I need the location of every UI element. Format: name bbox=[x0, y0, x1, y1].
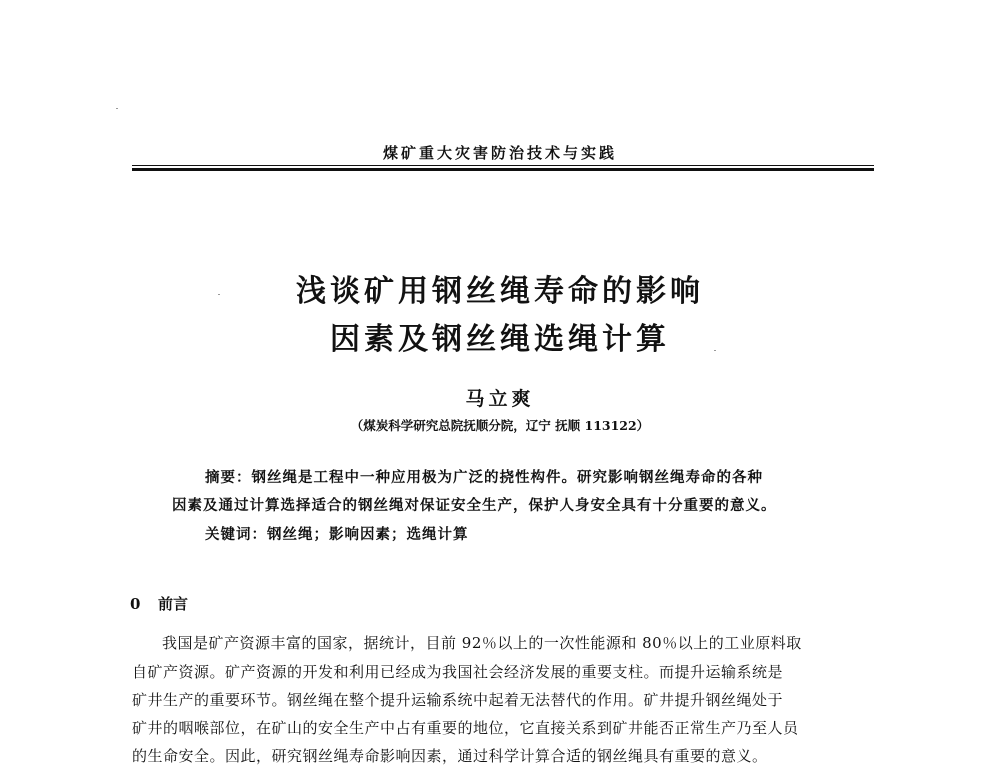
section-number: 0 bbox=[130, 595, 141, 613]
keywords-label: 关键词： bbox=[205, 526, 267, 543]
section-heading bbox=[130, 593, 188, 614]
keywords-text: 钢丝绳；影响因素；选绳计算 bbox=[267, 526, 469, 543]
header-rule-thin bbox=[132, 165, 874, 166]
abstract-line-2: 因素及通过计算选择适合的钢丝绳对保证安全生产，保护人身安全具有十分重要的意义。 bbox=[172, 497, 777, 514]
abstract-label: 摘要： bbox=[205, 469, 252, 486]
abstract-text-1: 钢丝绳是工程中一种应用极为广泛的挠性构件。研究影响钢丝绳寿命的各种 bbox=[251, 469, 763, 486]
paper-title-line-2: 因素及钢丝绳选绳计算 bbox=[330, 322, 670, 357]
section-title: 前言 bbox=[158, 595, 189, 613]
abstract-line-1 bbox=[205, 466, 763, 487]
running-head: 煤矿重大灾害防治技术与实践 bbox=[382, 144, 617, 162]
scan-speck bbox=[116, 108, 118, 109]
keywords-line bbox=[205, 523, 469, 544]
scan-speck bbox=[218, 294, 220, 295]
body-line: 自矿产资源。矿产资源的开发和利用已经成为我国社会经济发展的重要支柱。而提升运输系统是 bbox=[132, 663, 784, 681]
author-affiliation: （煤炭科学研究总院抚顺分院，辽宁 抚顺 113122） bbox=[350, 418, 650, 433]
body-line: 矿井的咽喉部位，在矿山的安全生产中占有重要的地位，它直接关系到矿井能否正常生产乃至人员 bbox=[132, 719, 799, 737]
body-line: 的生命安全。因此，研究钢丝绳寿命影响因素，通过科学计算合适的钢丝绳具有重要的意义。 bbox=[132, 747, 768, 765]
paper-title-line-1: 浅谈矿用钢丝绳寿命的影响 bbox=[296, 274, 704, 309]
body-line: 矿井生产的重要环节。钢丝绳在整个提升运输系统中起着无法替代的作用。矿井提升钢丝绳处于 bbox=[132, 691, 784, 709]
scan-speck bbox=[714, 350, 716, 351]
author-name: 马立爽 bbox=[465, 388, 535, 410]
body-line: 我国是矿产资源丰富的国家，据统计，目前 92％以上的一次性能源和 80％以上的工业原料取 bbox=[162, 634, 802, 652]
header-rule-thick bbox=[132, 168, 874, 171]
